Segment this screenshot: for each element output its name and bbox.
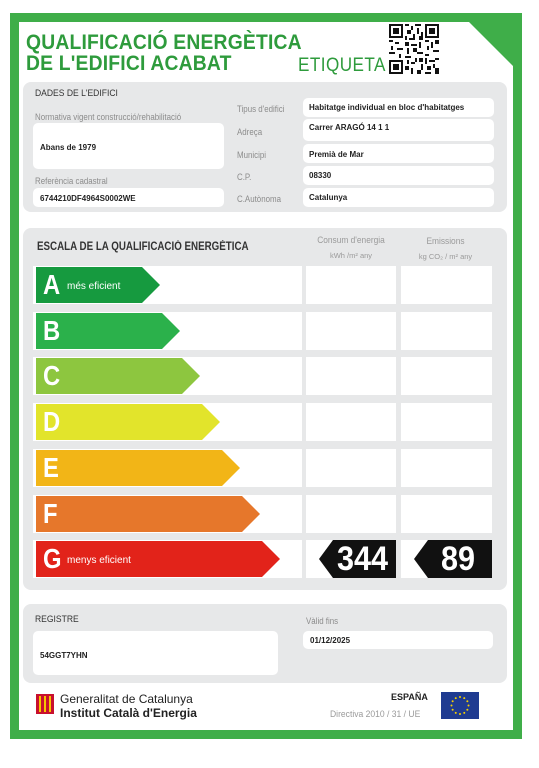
eu-star-icon [452, 700, 454, 702]
energy-class-letter: A [43, 269, 61, 300]
directive-label: Directiva 2010 / 31 / UE [330, 709, 421, 720]
emissions-header: Emissions [426, 236, 465, 247]
energy-class-e-arrow [36, 450, 240, 486]
scale-row-emissions-cell [401, 495, 492, 533]
title-line-1: QUALIFICACIÓ ENERGÈTICA [26, 31, 302, 54]
arrow-body [36, 450, 222, 486]
badge-tip [319, 540, 333, 578]
arrow-body [36, 404, 202, 440]
energy-class-letter: B [43, 315, 61, 346]
consum-rating-badge [319, 540, 396, 578]
scale-row-emissions-cell [401, 449, 492, 487]
energy-class-letter: F [43, 498, 58, 529]
scale-row-consum-cell [306, 266, 396, 304]
registre-label: REGISTRE [35, 614, 79, 625]
eu-star-icon [468, 705, 470, 707]
eu-star-icon [459, 696, 461, 698]
normativa-label: Normativa vigent construcció/rehabilitació [35, 112, 182, 122]
energy-class-d-arrow [36, 404, 220, 440]
eu-star-icon [463, 697, 465, 699]
cp-value: 08330 [309, 171, 332, 180]
referencia-value: 6744210DF4964S0002WE [40, 194, 136, 203]
page-title [26, 32, 302, 74]
scale-row-emissions-cell [401, 266, 492, 304]
building-section-title: DADES DE L'EDIFICI [35, 88, 118, 99]
energy-class-letter: G [43, 543, 62, 574]
adreca-value: Carrer ARAGÓ 14 1 1 [309, 123, 390, 132]
valid-value: 01/12/2025 [310, 636, 351, 645]
consum-unit: kWh /m² any [329, 251, 373, 260]
eu-star-icon [455, 712, 457, 714]
registre-value: 54GGT7YHN [40, 651, 88, 660]
energy-class-c-arrow [36, 358, 200, 394]
valid-label: Vàlid fins [306, 616, 339, 626]
arrow-tip [182, 358, 200, 394]
energy-class-letter: C [43, 360, 61, 391]
autonoma-value: Catalunya [309, 193, 348, 202]
eu-star-icon [452, 709, 454, 711]
energy-class-letter: D [43, 406, 61, 437]
arrow-tip [142, 267, 160, 303]
eu-star-icon [466, 709, 468, 711]
cp-field [303, 166, 494, 185]
adreca-label: Adreça [237, 127, 263, 137]
scale-row-consum-cell [306, 403, 396, 441]
tipus-value: Habitatge individual en bloc d'habitatges [309, 103, 465, 112]
energy-class-letter: E [43, 452, 59, 483]
eu-star-icon [455, 697, 457, 699]
scale-row-consum-cell [306, 495, 396, 533]
eu-star-icon [463, 712, 465, 714]
eu-star-icon [451, 705, 453, 707]
arrow-body [36, 496, 242, 532]
normativa-value: Abans de 1979 [40, 143, 97, 152]
emissions-rating-badge [414, 540, 492, 578]
cp-label: C.P. [237, 172, 252, 182]
consum-header: Consum d'energia [317, 235, 385, 246]
org-line-2: Institut Català d'Energia [60, 706, 197, 720]
arrow-tip [222, 450, 240, 486]
tipus-label: Tipus d'edifici [237, 104, 285, 114]
eu-star-icon [466, 700, 468, 702]
autonoma-label: C.Autònoma [237, 194, 282, 204]
scale-row-emissions-cell [401, 403, 492, 441]
org-line-1: Generalitat de Catalunya [60, 692, 193, 706]
scale-title: ESCALA DE LA QUALIFICACIÓ ENERGÈTICA [37, 241, 249, 253]
energy-class-g-arrow [36, 541, 280, 577]
emissions-unit: kg CO₂ / m² any [418, 252, 473, 261]
energy-class-b-arrow [36, 313, 180, 349]
municipi-label: Municipi [237, 150, 267, 160]
scale-row-emissions-cell [401, 357, 492, 395]
arrow-tip [242, 496, 260, 532]
scale-row-emissions-cell [401, 312, 492, 350]
eu-flag-icon [441, 692, 479, 719]
badge-tip [414, 540, 428, 578]
title-line-2: DE L'EDIFICI ACABAT [26, 52, 232, 75]
corner-triangle [460, 13, 522, 75]
energy-class-f-arrow [36, 496, 260, 532]
rating-value: 89 [440, 540, 476, 578]
arrow-tip [202, 404, 220, 440]
municipi-value: Premià de Mar [309, 150, 364, 159]
energy-class-a-arrow [36, 267, 160, 303]
qr-code-icon [389, 24, 439, 74]
energy-class-note: menys eficient [67, 555, 131, 566]
country-label: ESPAÑA [391, 692, 428, 702]
etiqueta-label: ETIQUETA [298, 55, 386, 76]
eu-star-icon [459, 713, 461, 715]
rating-value: 344 [336, 540, 389, 578]
scale-row-consum-cell [306, 312, 396, 350]
referencia-label: Referència cadastral [35, 176, 108, 186]
energy-class-note: més eficient [67, 281, 121, 292]
arrow-tip [262, 541, 280, 577]
generalitat-logo-icon [36, 694, 54, 714]
scale-row-consum-cell [306, 449, 396, 487]
arrow-tip [162, 313, 180, 349]
scale-row-consum-cell [306, 357, 396, 395]
